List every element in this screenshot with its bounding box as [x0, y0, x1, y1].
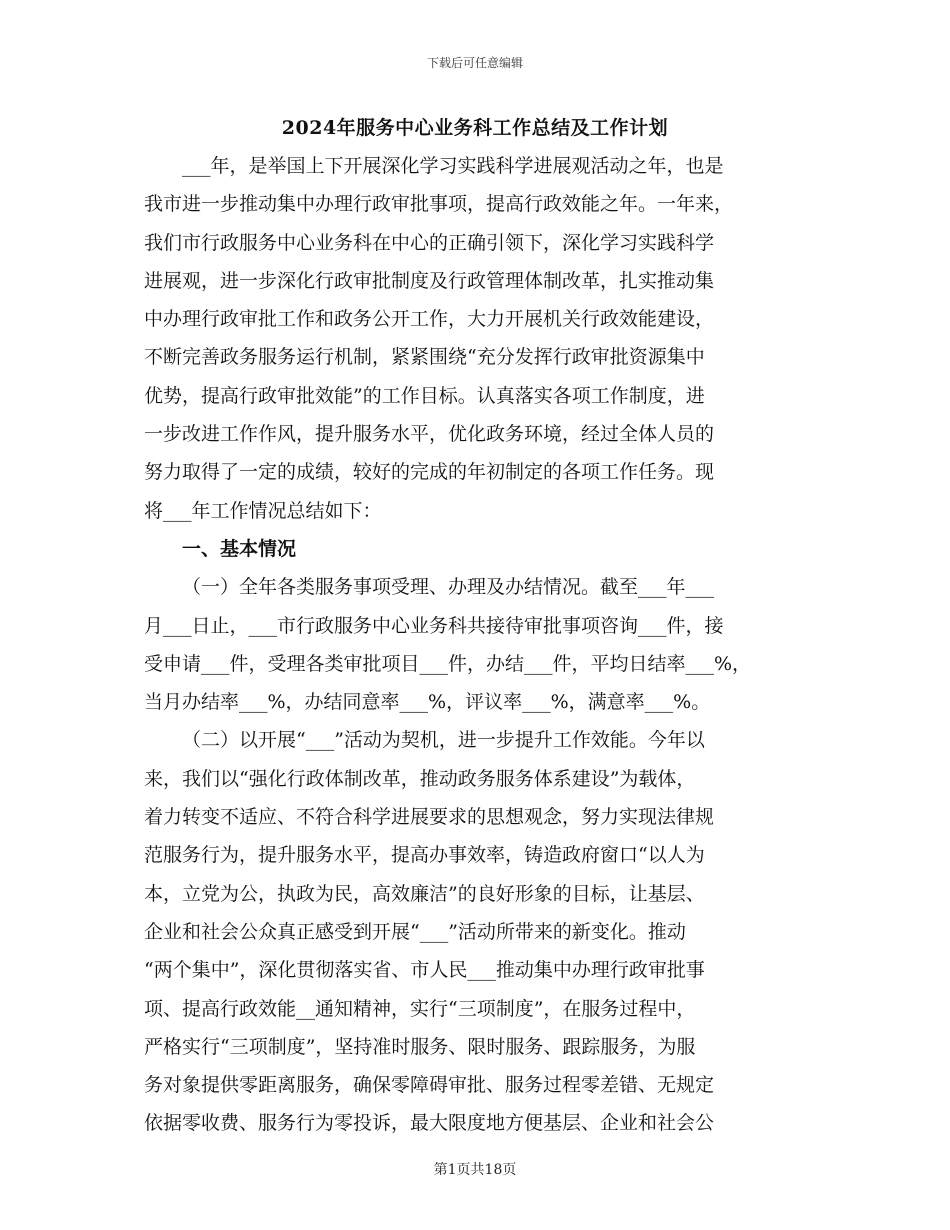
paragraph-line: 优势，提高行政审批效能”的工作目标。认真落实各项工作制度，进 — [144, 384, 705, 407]
paragraph-line: 将___年工作情况总结如下： — [144, 499, 382, 522]
paragraph-line: 项、提高行政效能__通知精神，实行“三项制度”，在服务过程中， — [144, 997, 696, 1020]
paragraph-line: 中办理行政审批工作和政务公开工作，大力开展机关行政效能建设， — [144, 308, 715, 331]
paragraph-line: 我市进一步推动集中办理行政审批事项，提高行政效能之年。一年来， — [144, 193, 734, 216]
paragraph-line: （二）以开展“___”活动为契机，进一步提升工作效能。今年以 — [182, 729, 705, 752]
paragraph-line: 月___日止，___市行政服务中心业务科共接待审批事项咨询___件，接 — [144, 614, 724, 637]
paragraph-line: 严格实行“三项制度”，坚持准时服务、限时服务、跟踪服务，为服 — [144, 1035, 696, 1058]
paragraph-line: （一）全年各类服务事项受理、办理及办结情况。截至___年___ — [182, 576, 715, 599]
page-footer: 第1页共18页 — [433, 1162, 517, 1178]
section-heading: 一、基本情况 — [182, 537, 297, 560]
paragraph-line: 努力取得了一定的成绩，较好的完成的年初制定的各项工作任务。现 — [144, 461, 715, 484]
paragraph-line: 本，立党为公，执政为民，高效廉洁”的良好形象的目标，让基层、 — [144, 882, 705, 905]
paragraph-line: 我们市行政服务中心业务科在中心的正确引领下，深化学习实践科学 — [144, 231, 715, 254]
document-body — [144, 147, 814, 1143]
paragraph-line: “两个集中”，深化贯彻落实省、市人民___推动集中办理行政审批事 — [144, 959, 705, 982]
paragraph-line: 依据零收费、服务行为零投诉，最大限度地方便基层、企业和社会公 — [144, 1112, 715, 1135]
paragraph-line: 企业和社会公众真正感受到开展“___”活动所带来的新变化。推动 — [144, 920, 686, 943]
paragraph-line: 进展观，进一步深化行政审批制度及行政管理体制改革，扎实推动集 — [144, 269, 715, 292]
paragraph-line: 范服务行为，提升服务水平，提高办事效率，铸造政府窗口“以人为 — [144, 844, 705, 867]
paragraph-line: 一步改进工作作风，提升服务水平，优化政务环境，经过全体人员的 — [144, 423, 715, 446]
paragraph-line: 当月办结率___%，办结同意率___%，评议率___%，满意率___%。 — [144, 691, 711, 714]
paragraph-line: ___年，是举国上下开展深化学习实践科学进展观活动之年，也是 — [182, 155, 724, 177]
header-note: 下载后可任意编辑 — [426, 56, 523, 70]
paragraph-line: 来，我们以“强化行政体制改革，推动政务服务体系建设”为载体， — [144, 767, 696, 790]
paragraph-line: 受申请___件，受理各类审批项目___件，办结___件，平均日结率___%， — [144, 652, 752, 675]
paragraph-line: 着力转变不适应、不符合科学进展要求的思想观念，努力实现法律规 — [144, 806, 715, 829]
document-title: 2024年服务中心业务科工作总结及工作计划 — [281, 117, 669, 139]
paragraph-line: 不断完善政务服务运行机制，紧紧围绕“充分发挥行政审批资源集中 — [144, 346, 705, 369]
paragraph-line: 务对象提供零距离服务，确保零障碍审批、服务过程零差错、无规定 — [144, 1074, 715, 1097]
